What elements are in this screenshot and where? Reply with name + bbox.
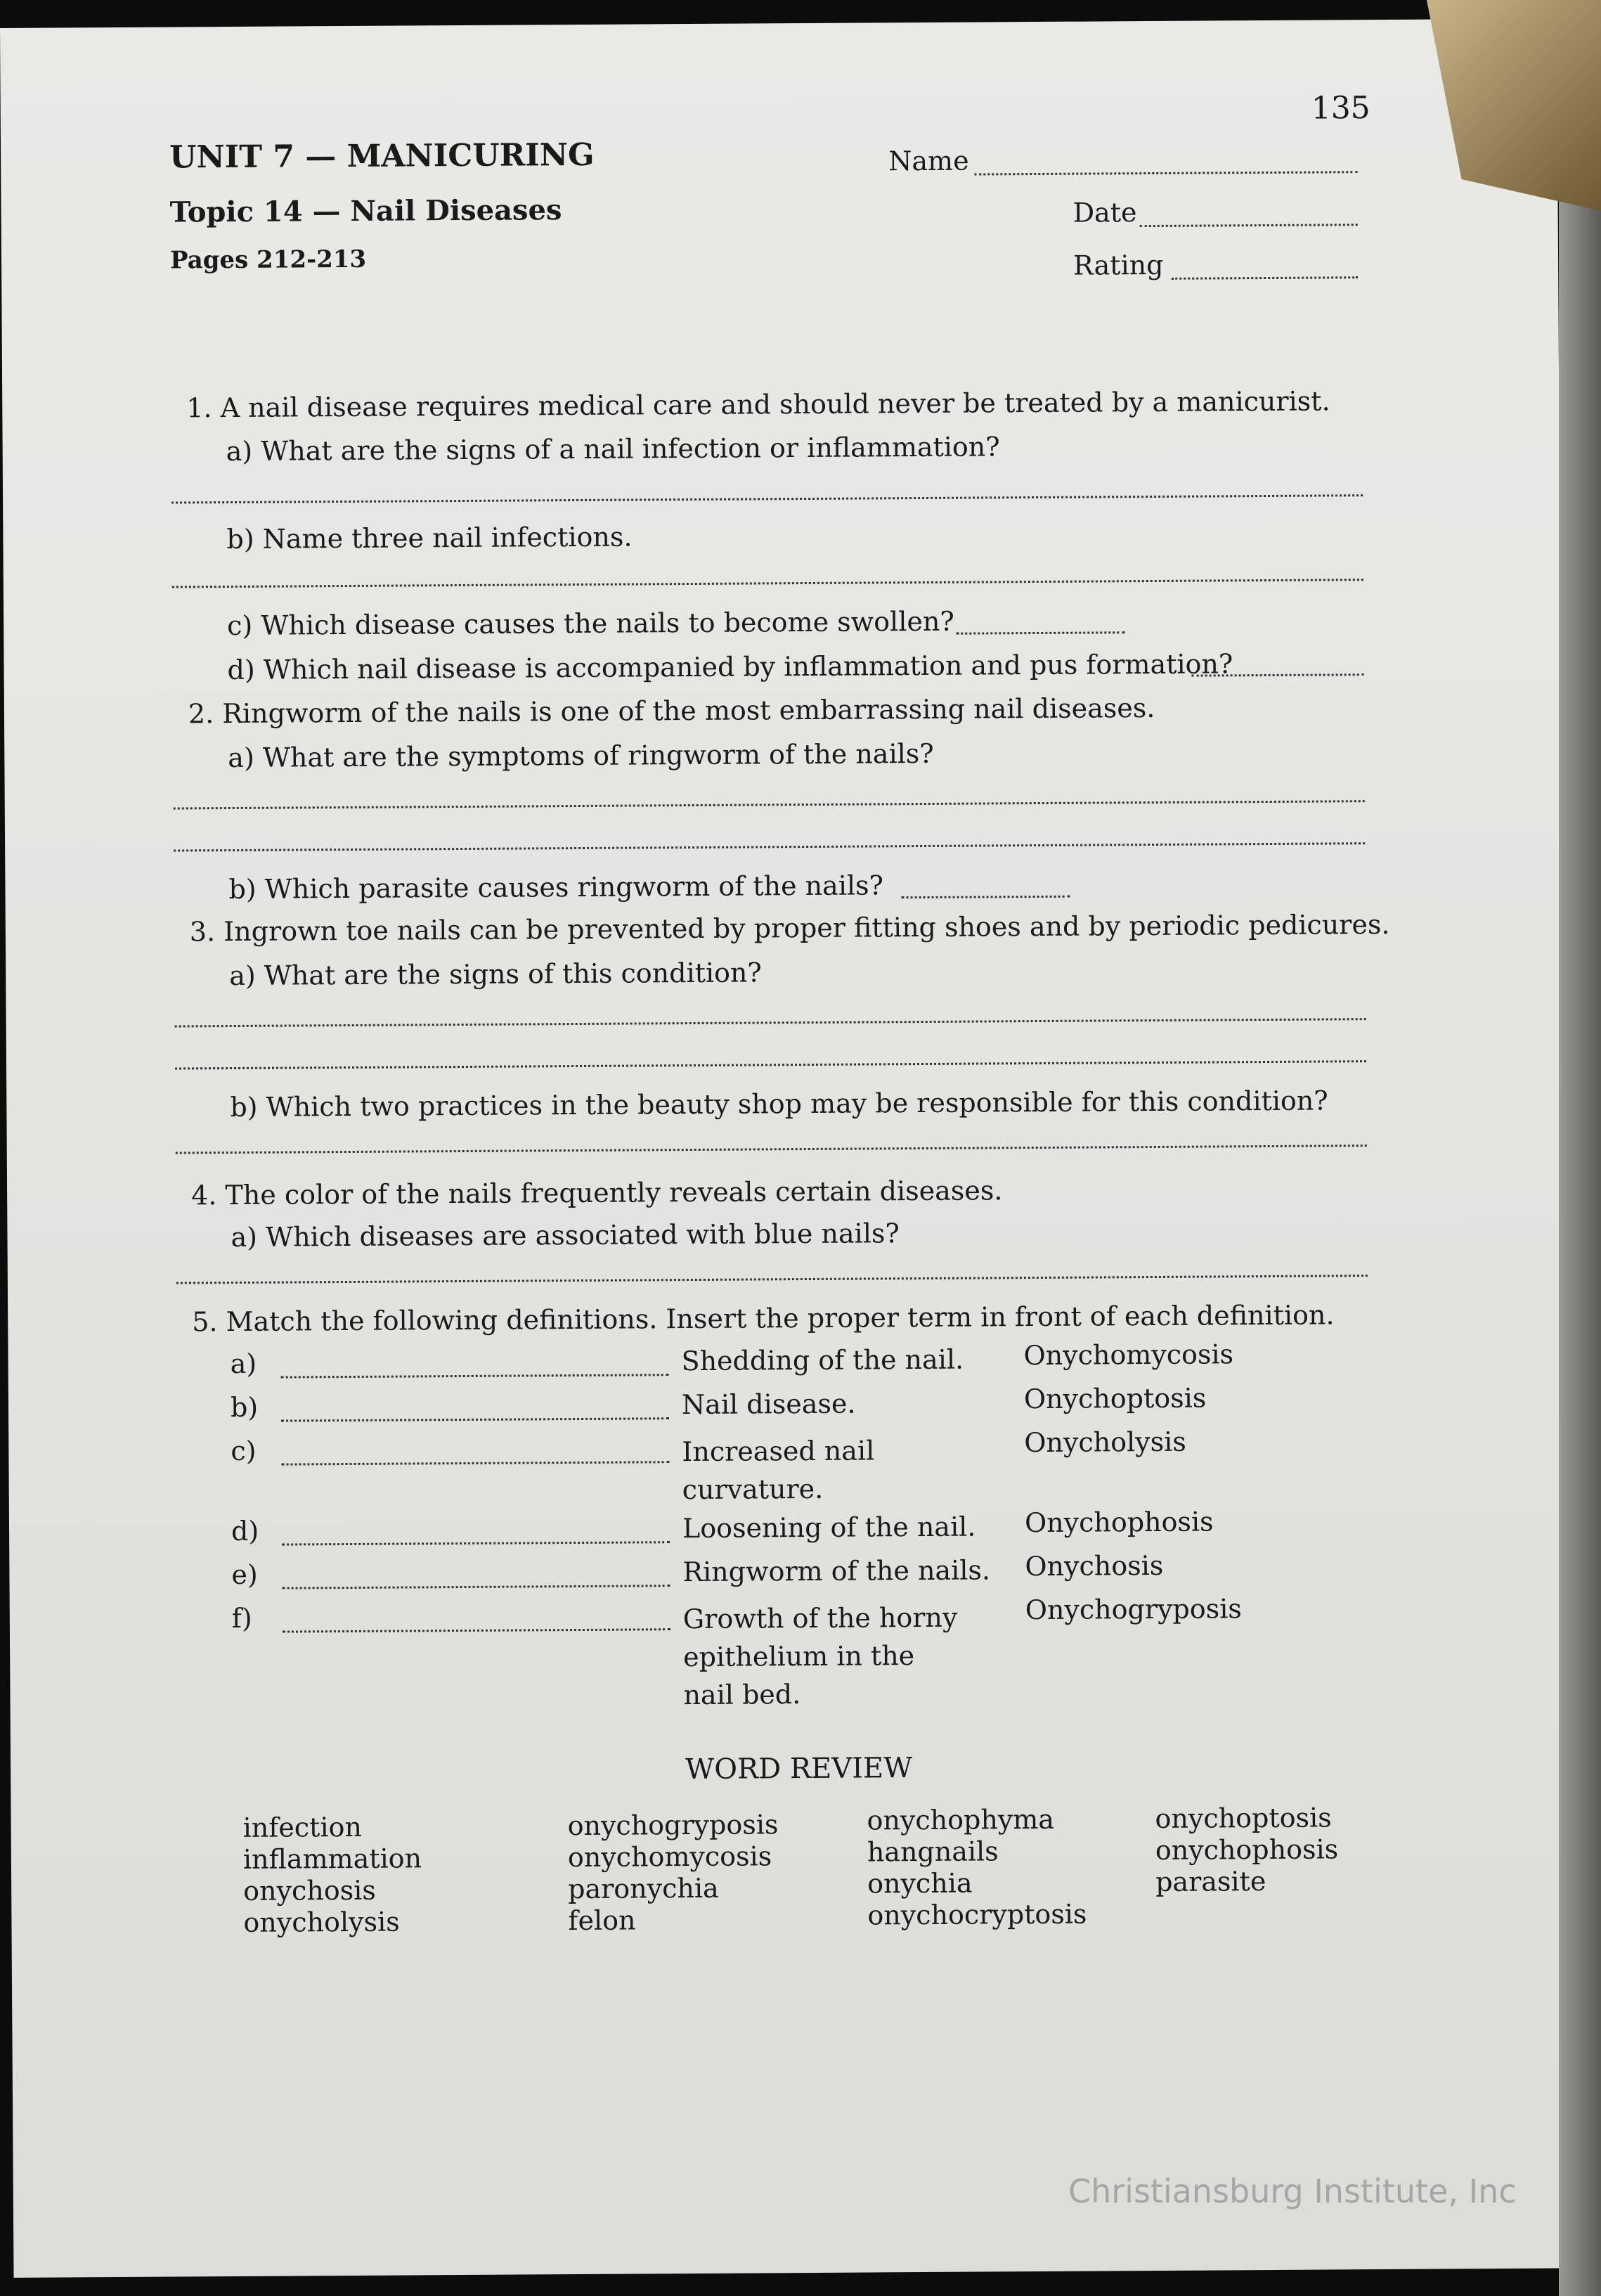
question-1: 1. A nail disease requires medical care and should never be treated by a manicurist. [186,385,1330,424]
rating-label: Rating [1072,249,1164,281]
word-item: onycholysis [243,1906,400,1938]
match-term: Onychogryposis [1025,1593,1242,1626]
name-field[interactable] [974,171,1357,175]
match-blank[interactable] [281,1461,669,1465]
page-number: 135 [1311,90,1370,127]
answer-line-2a-2[interactable] [174,842,1365,851]
question-5: 5. Match the following definitions. Insert the proper term in front of each definition. [192,1299,1335,1338]
word-item: onychophosis [1155,1833,1339,1866]
word-item: infection [242,1811,363,1843]
word-item: onychia [867,1867,973,1900]
match-blank[interactable] [282,1541,670,1545]
answer-line-1a[interactable] [171,494,1363,503]
answer-line-2a-1[interactable] [174,800,1365,809]
word-review-title: WORD REVIEW [685,1752,913,1786]
date-label: Date [1072,197,1137,228]
word-item: felon [568,1904,636,1937]
match-definition: Growth of the horny epithelium in the nail bed. [682,1601,958,1711]
match-definition: Loosening of the nail. [682,1511,976,1544]
answer-line-2b[interactable] [902,896,1070,898]
answer-line-1d[interactable] [1192,673,1364,676]
answer-line-3b[interactable] [176,1144,1367,1154]
match-letter: c) [231,1435,257,1467]
match-letter: f) [231,1602,252,1634]
word-item: hangnails [867,1836,999,1868]
word-item: onychoptosis [1155,1802,1332,1835]
match-term: Onychoptosis [1023,1382,1207,1415]
word-item: onychomycosis [567,1840,772,1873]
match-blank[interactable] [283,1585,670,1589]
question-1c: c) Which disease causes the nails to become swollen? [227,605,954,642]
book-edge [1559,0,1601,2296]
word-item: inflammation [242,1843,422,1875]
word-item: onychosis [243,1874,376,1907]
answer-line-4a[interactable] [176,1275,1368,1284]
match-definition: Ringworm of the nails. [682,1554,991,1588]
question-1a: a) What are the signs of a nail infection or inflammation? [226,431,1000,467]
question-4: 4. The color of the nails frequently reveals certain diseases. [191,1175,1003,1211]
topic-title: Topic 14 — Nail Diseases [169,193,562,229]
answer-line-1c[interactable] [956,631,1124,634]
word-item: onychocryptosis [867,1898,1087,1931]
question-2a: a) What are the symptoms of ringworm of the nails? [228,737,934,774]
word-item: parasite [1155,1866,1266,1898]
pages-ref: Pages 212-213 [169,245,367,275]
match-blank[interactable] [283,1628,670,1632]
word-item: onychophyma [867,1803,1055,1836]
word-item: paronychia [568,1872,719,1905]
question-2: 2. Ringworm of the nails is one of the most embarrassing nail diseases. [188,692,1155,730]
match-blank[interactable] [281,1417,669,1421]
match-letter: d) [231,1515,259,1547]
question-2b: b) Which parasite causes ringworm of the nails? [228,870,884,905]
date-field[interactable] [1140,224,1358,227]
word-item: onychogryposis [567,1809,779,1842]
match-letter: e) [231,1559,258,1591]
match-term: Onychomycosis [1023,1339,1234,1372]
question-1b: b) Name three nail infections. [226,521,633,555]
unit-title: UNIT 7 — MANICURING [169,136,595,176]
match-definition: Shedding of the nail. [681,1343,964,1377]
match-letter: a) [230,1348,257,1380]
answer-line-3a-2[interactable] [175,1060,1366,1069]
match-term: Onycholysis [1024,1426,1186,1459]
question-3b: b) Which two practices in the beauty shop may be responsible for this condition? [230,1085,1328,1123]
match-term: Onychophosis [1024,1506,1214,1539]
match-definition: Increased nail curvature. [682,1435,875,1506]
match-letter: b) [230,1391,259,1424]
rating-field[interactable] [1172,276,1358,280]
match-blank[interactable] [281,1374,669,1378]
match-definition: Nail disease. [681,1388,856,1421]
watermark: Christiansburg Institute, Inc [1068,2172,1517,2210]
question-3: 3. Ingrown toe nails can be prevented by proper fitting shoes and by periodic pedicures. [189,908,1390,948]
question-3a: a) What are the signs of this condition? [229,957,762,992]
match-term: Onychosis [1025,1549,1164,1582]
question-1d: d) Which nail disease is accompanied by inflammation and pus formation? [227,648,1233,686]
question-4a: a) Which diseases are associated with blue nails? [231,1218,900,1253]
answer-line-1b[interactable] [172,579,1363,588]
name-label: Name [888,145,969,177]
worksheet-page [0,18,1571,2277]
answer-line-3a-1[interactable] [175,1018,1366,1027]
